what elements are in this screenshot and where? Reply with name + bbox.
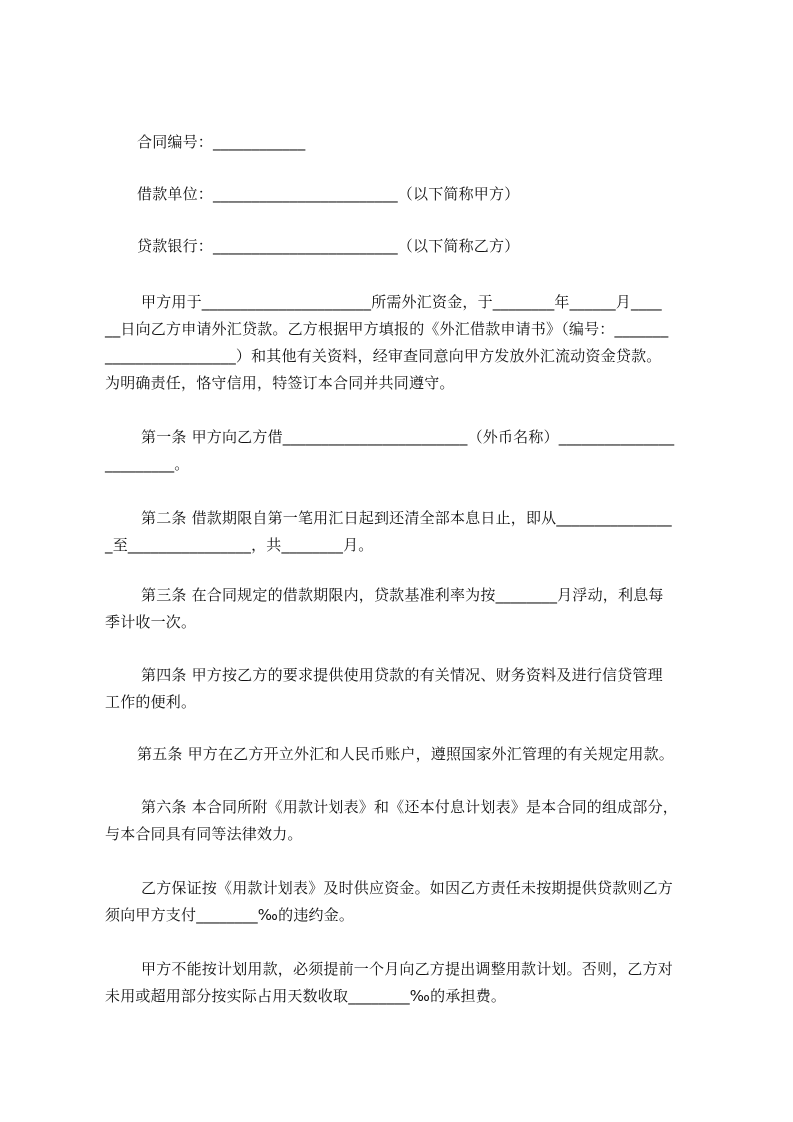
article-3-line-1: 第三条 在合同规定的借款期限内，贷款基准利率为按________月浮动，利息每	[141, 586, 664, 604]
article-1-line-1: 第一条 甲方向乙方借________________________（外币名称）_______________	[141, 428, 675, 446]
supply-para-line-1: 乙方保证按《用款计划表》及时供应资金。如因乙方责任未按期提供贷款则乙方	[141, 879, 674, 897]
article-2-line-2: _至________________，共________月。	[105, 536, 374, 554]
article-2-line-1: 第二条 借款期限自第一笔用汇日起到还清全部本息日止，即从_______________	[141, 509, 672, 527]
article-4-line-1: 第四条 甲方按乙方的要求提供使用贷款的有关情况、财务资料及进行信贷管理	[141, 666, 663, 684]
preamble-line-3: _________________）和其他有关资料，经审查同意向甲方发放外汇流动资金贷款。	[105, 347, 662, 365]
lender-bank-line: 贷款银行：________________________（以下简称乙方）	[137, 237, 520, 255]
borrower-line: 借款单位：________________________（以下简称甲方）	[137, 185, 520, 203]
article-3-line-2: 季计收一次。	[105, 613, 197, 631]
article-6-line-2: 与本合同具有同等法律效力。	[105, 825, 303, 843]
plan-para-line-1: 甲方不能按计划用款，必须提前一个月向乙方提出调整用款计划。否则，乙方对	[141, 960, 674, 978]
article-5-line-1: 第五条 甲方在乙方开立外汇和人民币账户，遵照国家外汇管理的有关规定用款。	[137, 745, 674, 763]
preamble-line-1: 甲方用于______________________所需外汇资金，于________年______月____	[141, 293, 662, 311]
article-6-line-1: 第六条 本合同所附《用款计划表》和《还本付息计划表》是本合同的组成部分，	[141, 798, 678, 816]
supply-para-line-2: 须向甲方支付________‰的违约金。	[105, 906, 355, 924]
preamble-line-4: 为明确责任，恪守信用，特签订本合同并共同遵守。	[105, 374, 455, 392]
article-1-line-2: _________。	[105, 455, 190, 473]
article-4-line-2: 工作的便利。	[105, 693, 197, 711]
contract-number-line: 合同编号：____________	[137, 133, 306, 151]
plan-para-line-2: 未用或超用部分按实际占用天数收取________‰的承担费。	[105, 987, 507, 1005]
preamble-line-2: __日向乙方申请外汇贷款。乙方根据甲方填报的《外汇借款申请书》（编号：_______	[105, 320, 669, 338]
